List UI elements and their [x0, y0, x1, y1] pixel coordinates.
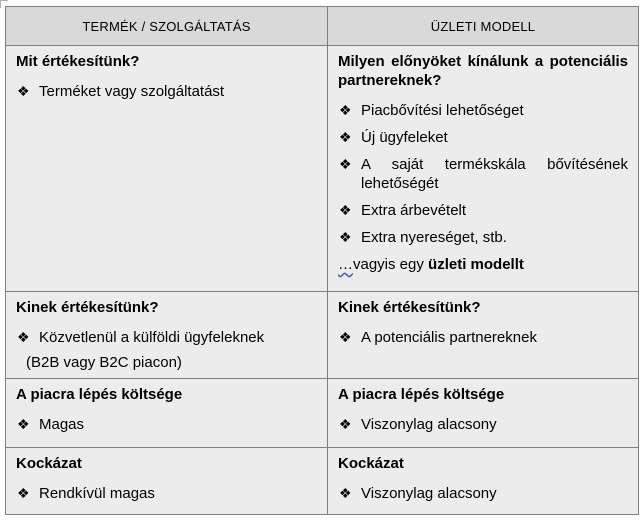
row-question: Kinek értékesítünk?	[16, 299, 159, 316]
diamond-bullet-icon: ❖	[339, 129, 352, 145]
list-item: ❖ A saját termékskála bővítésének lehetőségét	[339, 156, 628, 192]
list-item: ❖ Extra árbevételt	[339, 202, 467, 219]
cell-entry-cost-product	[6, 379, 328, 448]
table-row	[6, 379, 639, 448]
diamond-bullet-icon: ❖	[339, 156, 352, 172]
list-item: ❖ A potenciális partnereknek	[339, 329, 537, 346]
header-product-service: TERMÉK / SZOLGÁLTATÁS	[6, 7, 328, 46]
row-question: Milyen előnyöket kínálunk a potenciális partnereknek?	[338, 53, 628, 89]
cell-risk-model	[328, 448, 639, 515]
header-business-model: ÜZLETI MODELL	[328, 7, 639, 46]
row-question: Kockázat	[338, 455, 404, 472]
comparison-table	[5, 6, 639, 515]
diamond-bullet-icon: ❖	[339, 202, 352, 218]
summary-emphasis: üzleti modellt	[428, 256, 524, 273]
list-item: ❖ Viszonylag alacsony	[339, 416, 497, 433]
list-item: ❖ Extra nyereséget, stb.	[339, 229, 507, 246]
list-item: ❖ Közvetlenül a külföldi ügyfeleknek	[17, 329, 265, 346]
diamond-bullet-icon: ❖	[17, 485, 30, 501]
diamond-bullet-icon: ❖	[17, 416, 30, 432]
diamond-bullet-icon: ❖	[339, 485, 352, 501]
row-question: Kockázat	[16, 455, 82, 472]
diamond-bullet-icon: ❖	[17, 83, 30, 99]
row-question: Kinek értékesítünk?	[338, 299, 481, 316]
cell-to-whom-product	[6, 292, 328, 379]
table-row	[6, 46, 639, 292]
diamond-bullet-icon: ❖	[339, 329, 352, 345]
summary-line	[338, 255, 628, 274]
list-item-continuation: (B2B vagy B2C piacon)	[26, 354, 182, 371]
list-item: ❖ Terméket vagy szolgáltatást	[17, 83, 225, 100]
diamond-bullet-icon: ❖	[339, 102, 352, 118]
cell-risk-product	[6, 448, 328, 515]
table-row	[6, 292, 639, 379]
diamond-bullet-icon: ❖	[17, 329, 30, 345]
list-item: ❖ Piacbővítési lehetőséget	[339, 102, 524, 119]
diamond-bullet-icon: ❖	[339, 229, 352, 245]
table-header-row	[6, 7, 639, 46]
list-item: ❖ Rendkívül magas	[17, 485, 155, 502]
cell-what-we-sell-model	[328, 46, 639, 292]
row-question: A piacra lépés költsége	[16, 386, 183, 403]
table-row	[6, 448, 639, 515]
cell-what-we-sell-product	[6, 46, 328, 292]
list-item: ❖ Viszonylag alacsony	[339, 485, 497, 502]
cell-to-whom-model	[328, 292, 639, 379]
diamond-bullet-icon: ❖	[339, 416, 352, 432]
ellipsis: …	[338, 256, 353, 273]
summary-text: vagyis egy	[353, 256, 429, 273]
cell-entry-cost-model	[328, 379, 639, 448]
list-item: ❖ Magas	[17, 416, 85, 433]
list-item: ❖ Új ügyfeleket	[339, 129, 448, 146]
row-question: Mit értékesítünk?	[16, 53, 140, 70]
row-question: A piacra lépés költsége	[338, 386, 505, 403]
